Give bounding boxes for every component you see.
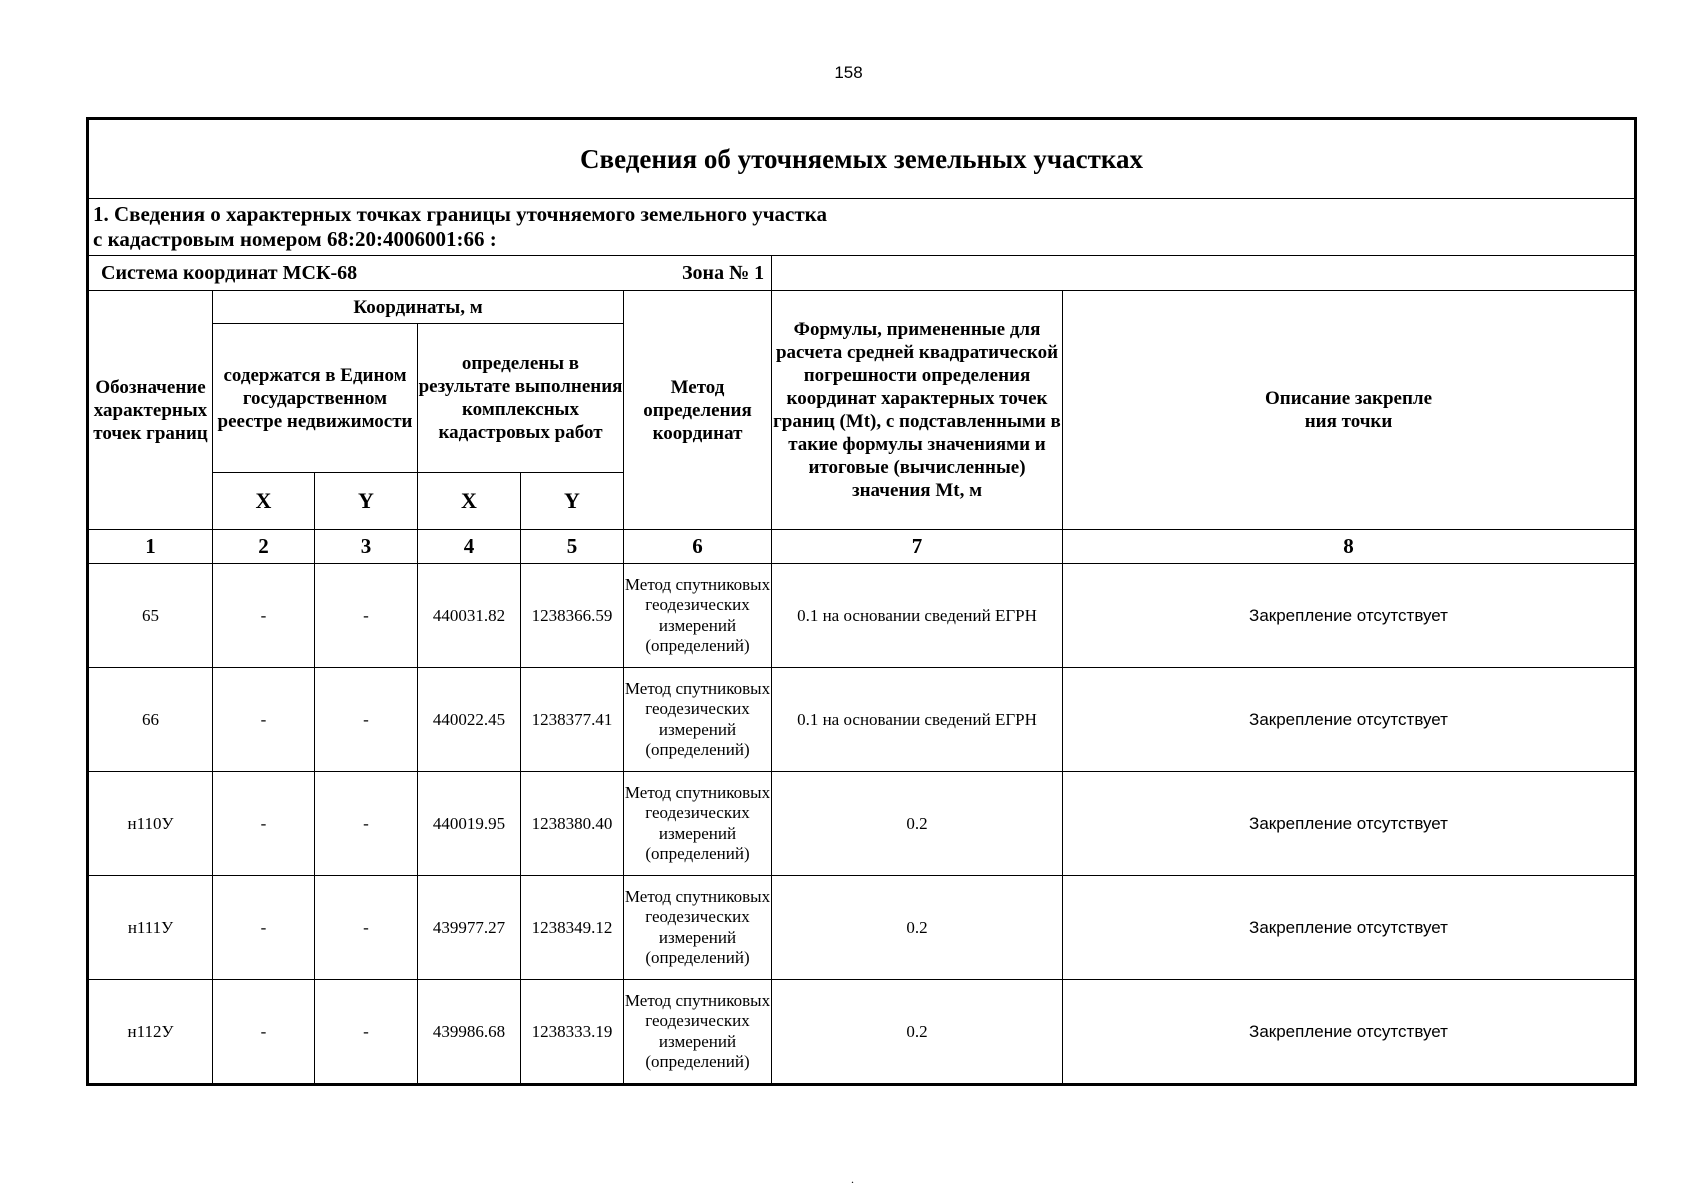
mt-value: 0.2: [772, 772, 1063, 876]
section-heading-line1: 1. Сведения о характерных точках границы уточняемого земельного участка: [93, 202, 827, 226]
section-heading-line2: с кадастровым номером 68:20:4006001:66 :: [93, 227, 497, 251]
table-row: [88, 564, 1636, 668]
determined-x: 440019.95: [418, 772, 521, 876]
egrn-y: -: [315, 772, 418, 876]
header-point: Обозначение характерных точек границ: [88, 291, 213, 530]
table-row: [88, 668, 1636, 772]
header-formulas: Формулы, примененные для расчета средней квадратической погрешности определения координат характерных точек границ (Mt), с подставленными в такие формулы значениями и итоговые (вычисленные) значения Mt, м: [772, 291, 1063, 530]
determined-x: 439977.27: [418, 876, 521, 980]
page-number: 158: [834, 63, 863, 82]
egrn-x: -: [213, 668, 315, 772]
document-title: Сведения об уточняемых земельных участках: [88, 119, 1636, 199]
table-row: [88, 876, 1636, 980]
parcel-info-table: [86, 117, 1637, 1086]
determined-y: 1238377.41: [521, 668, 624, 772]
mt-value: 0.2: [772, 876, 1063, 980]
mt-value: 0.1 на основании сведений ЕГРН: [772, 564, 1063, 668]
egrn-x: -: [213, 876, 315, 980]
determined-y: 1238380.40: [521, 772, 624, 876]
header-description-line2: ния точки: [1304, 411, 1393, 432]
egrn-y: -: [315, 876, 418, 980]
header-x-determined: X: [418, 473, 521, 530]
header-coordinates: Координаты, м: [213, 291, 624, 324]
determined-y: 1238349.12: [521, 876, 624, 980]
column-number: 8: [1063, 530, 1636, 564]
header-determined-coordinates: определены в результате выполнения комплексных кадастровых работ: [418, 324, 624, 473]
table-row: [88, 772, 1636, 876]
mt-value: 0.1 на основании сведений ЕГРН: [772, 668, 1063, 772]
header-method: Метод определения координат: [624, 291, 772, 530]
point-id: н110У: [88, 772, 213, 876]
determined-x: 439986.68: [418, 980, 521, 1085]
point-id: н111У: [88, 876, 213, 980]
egrn-y: -: [315, 980, 418, 1085]
header-egrn-coordinates: содержатся в Едином государственном реестре недвижимости: [213, 324, 418, 473]
determined-y: 1238333.19: [521, 980, 624, 1085]
zone-number: [682, 256, 1636, 291]
method: Метод спутниковых геодезических измерений (определений): [624, 772, 772, 876]
egrn-y: -: [315, 564, 418, 668]
point-description: Закрепление отсутствует: [1063, 668, 1636, 772]
coordinate-system: Система координат МСК-68: [88, 256, 772, 291]
footer-mark: .: [851, 1172, 854, 1186]
column-number: 1: [88, 530, 213, 564]
point-id: 66: [88, 668, 213, 772]
column-number: 7: [772, 530, 1063, 564]
egrn-x: -: [213, 980, 315, 1085]
column-number: 2: [213, 530, 315, 564]
header-y-egrn: Y: [315, 473, 418, 530]
egrn-y: -: [315, 668, 418, 772]
point-description: Закрепление отсутствует: [1063, 564, 1636, 668]
point-id: н112У: [88, 980, 213, 1085]
determined-x: 440022.45: [418, 668, 521, 772]
header-y-determined: Y: [521, 473, 624, 530]
zone-label: Зона № 1: [682, 261, 765, 284]
column-number: 3: [315, 530, 418, 564]
column-number: 4: [418, 530, 521, 564]
determined-x: 440031.82: [418, 564, 521, 668]
egrn-x: -: [213, 564, 315, 668]
method: Метод спутниковых геодезических измерений (определений): [624, 564, 772, 668]
header-description: [1063, 291, 1636, 530]
method: Метод спутниковых геодезических измерений (определений): [624, 668, 772, 772]
method: Метод спутниковых геодезических измерений (определений): [624, 876, 772, 980]
column-number: 6: [624, 530, 772, 564]
method: Метод спутниковых геодезических измерений (определений): [624, 980, 772, 1085]
mt-value: 0.2: [772, 980, 1063, 1085]
section-heading: [88, 199, 1636, 256]
header-description-line1: Описание закрепле: [1264, 388, 1433, 409]
point-description: Закрепление отсутствует: [1063, 980, 1636, 1085]
column-number: 5: [521, 530, 624, 564]
determined-y: 1238366.59: [521, 564, 624, 668]
point-description: Закрепление отсутствует: [1063, 772, 1636, 876]
header-x-egrn: X: [213, 473, 315, 530]
egrn-x: -: [213, 772, 315, 876]
point-id: 65: [88, 564, 213, 668]
point-description: Закрепление отсутствует: [1063, 876, 1636, 980]
table-row: [88, 980, 1636, 1085]
